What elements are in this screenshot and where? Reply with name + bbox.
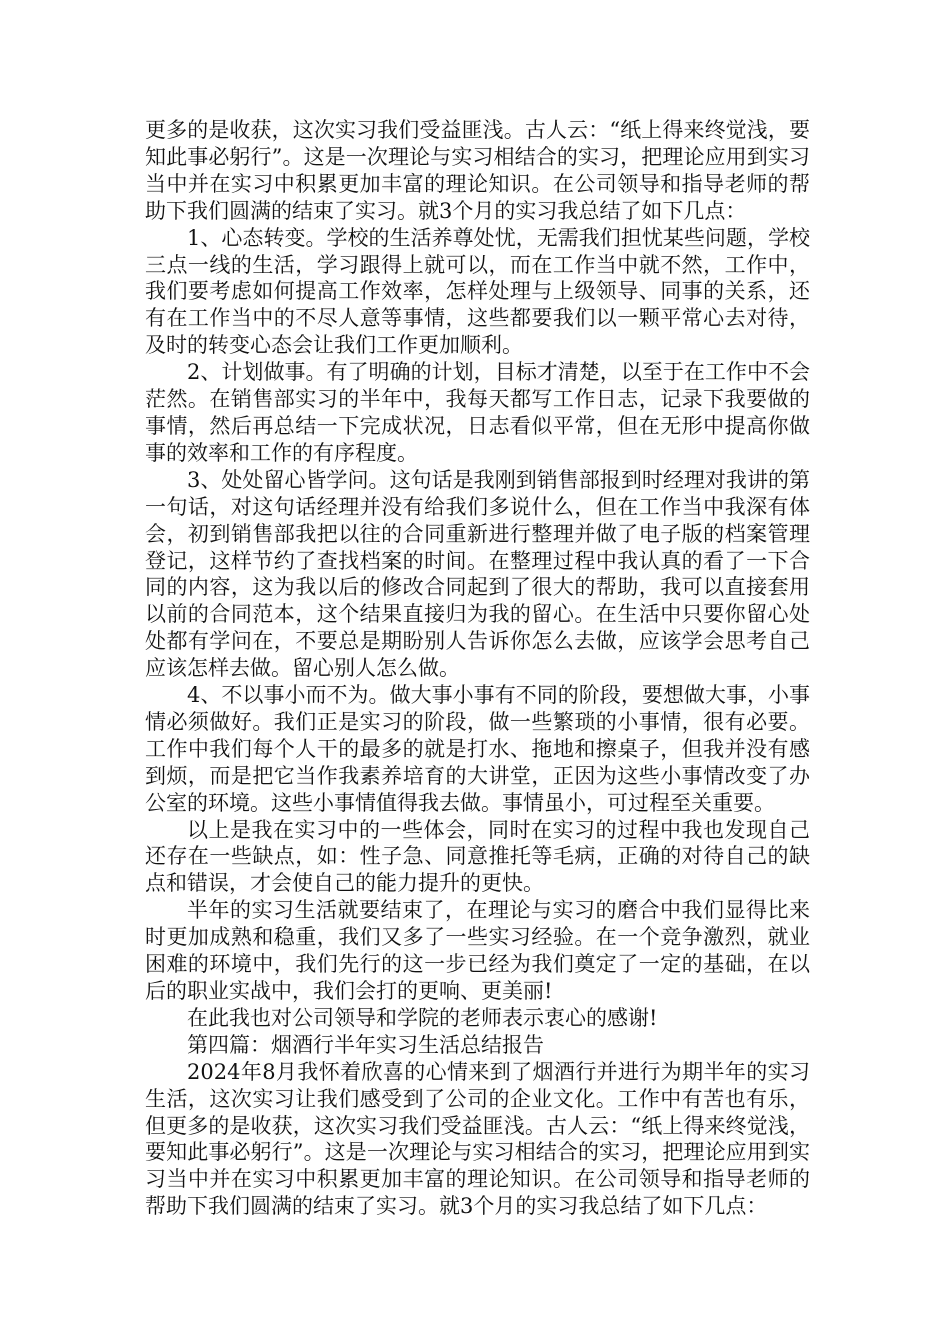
paragraph: 1、心态转变。学校的生活养尊处忧，无需我们担忧某些问题，学校三点一线的生活，学习跟得上就可以，而在工作当中就不然，工作中，我们要考虑如何提高工作效率，怎样处理与上级领导、同事的关系，还有在工作当中的不尽人意等事情，这些都要我们以一颗平常心去对待，及时的转变心态会让我们工作更加顺利。 <box>145 225 810 358</box>
paragraph: 半年的实习生活就要结束了，在理论与实习的磨合中我们显得比来时更加成熟和稳重，我们又多了一些实习经验。在一个竞争激烈，就业困难的环境中，我们先行的这一步已经为我们奠定了一定的基础，在以后的职业实战中，我们会打的更响、更美丽! <box>145 898 810 1003</box>
section-heading: 第四篇：烟酒行半年实习生活总结报告 <box>187 1032 544 1057</box>
paragraph: 2、计划做事。有了明确的计划，目标才清楚，以至于在工作中不会茫然。在销售部实习的半年中，我每天都写工作日志，记录下我要做的事情，然后再总结一下完成状况，日志看似平常，但在无形中提高你做事的效率和工作的有序程度。 <box>145 360 810 465</box>
document-body <box>145 117 810 1220</box>
paragraph: 以上是我在实习中的一些体会，同时在实习的过程中我也发现自己还存在一些缺点，如：性子急、同意推托等毛病，正确的对待自己的缺点和错误，才会使自己的能力提升的更快。 <box>145 817 810 896</box>
paragraph: 3、处处留心皆学问。这句话是我刚到销售部报到时经理对我讲的第一句话，对这句话经理并没有给我们多说什么，但在工作当中我深有体会，初到销售部我把以往的合同重新进行整理并做了电子版的档案管理登记，这样节约了查找档案的时间。在整理过程中我认真的看了一下合同的内容，这为我以后的修改合同起到了很大的帮助，我可以直接套用以前的合同范本，这个结果直接归为我的留心。在生活中只要你留心处处都有学问在，不要总是期盼别人告诉你怎么去做，应该学会思考自己应该怎样去做。留心别人怎么做。 <box>145 467 810 681</box>
paragraph: 4、不以事小而不为。做大事小事有不同的阶段，要想做大事，小事情必须做好。我们正是实习的阶段，做一些繁琐的小事情，很有必要。工作中我们每个人干的最多的就是打水、拖地和擦桌子，但我并没有感到烦，而是把它当作我素养培育的大讲堂，正因为这些小事情改变了办公室的环境。这些小事情值得我去做。事情虽小，可过程至关重要。 <box>145 683 810 815</box>
paragraph: 2024年8月我怀着欣喜的心情来到了烟酒行并进行为期半年的实习生活，这次实习让我们感受到了公司的企业文化。工作中有苦也有乐，但更多的是收获，这次实习我们受益匪浅。古人云：“纸上得来终觉浅，要知此事必躬行”。这是一次理论与实习相结合的实习，把理论应用到实习当中并在实习中积累更加丰富的理论知识。在公司领导和指导老师的帮助下我们圆满的结束了实习。就3个月的实习我总结了如下几点： <box>145 1059 810 1219</box>
paragraph: 更多的是收获，这次实习我们受益匪浅。古人云：“纸上得来终觉浅，要知此事必躬行”。这是一次理论与实习相结合的实习，把理论应用到实习当中并在实习中积累更加丰富的理论知识。在公司领导和指导老师的帮助下我们圆满的结束了实习。就3个月的实习我总结了如下几点： <box>145 118 810 223</box>
paragraph: 在此我也对公司领导和学院的老师表示衷心的感谢! <box>187 1005 658 1030</box>
